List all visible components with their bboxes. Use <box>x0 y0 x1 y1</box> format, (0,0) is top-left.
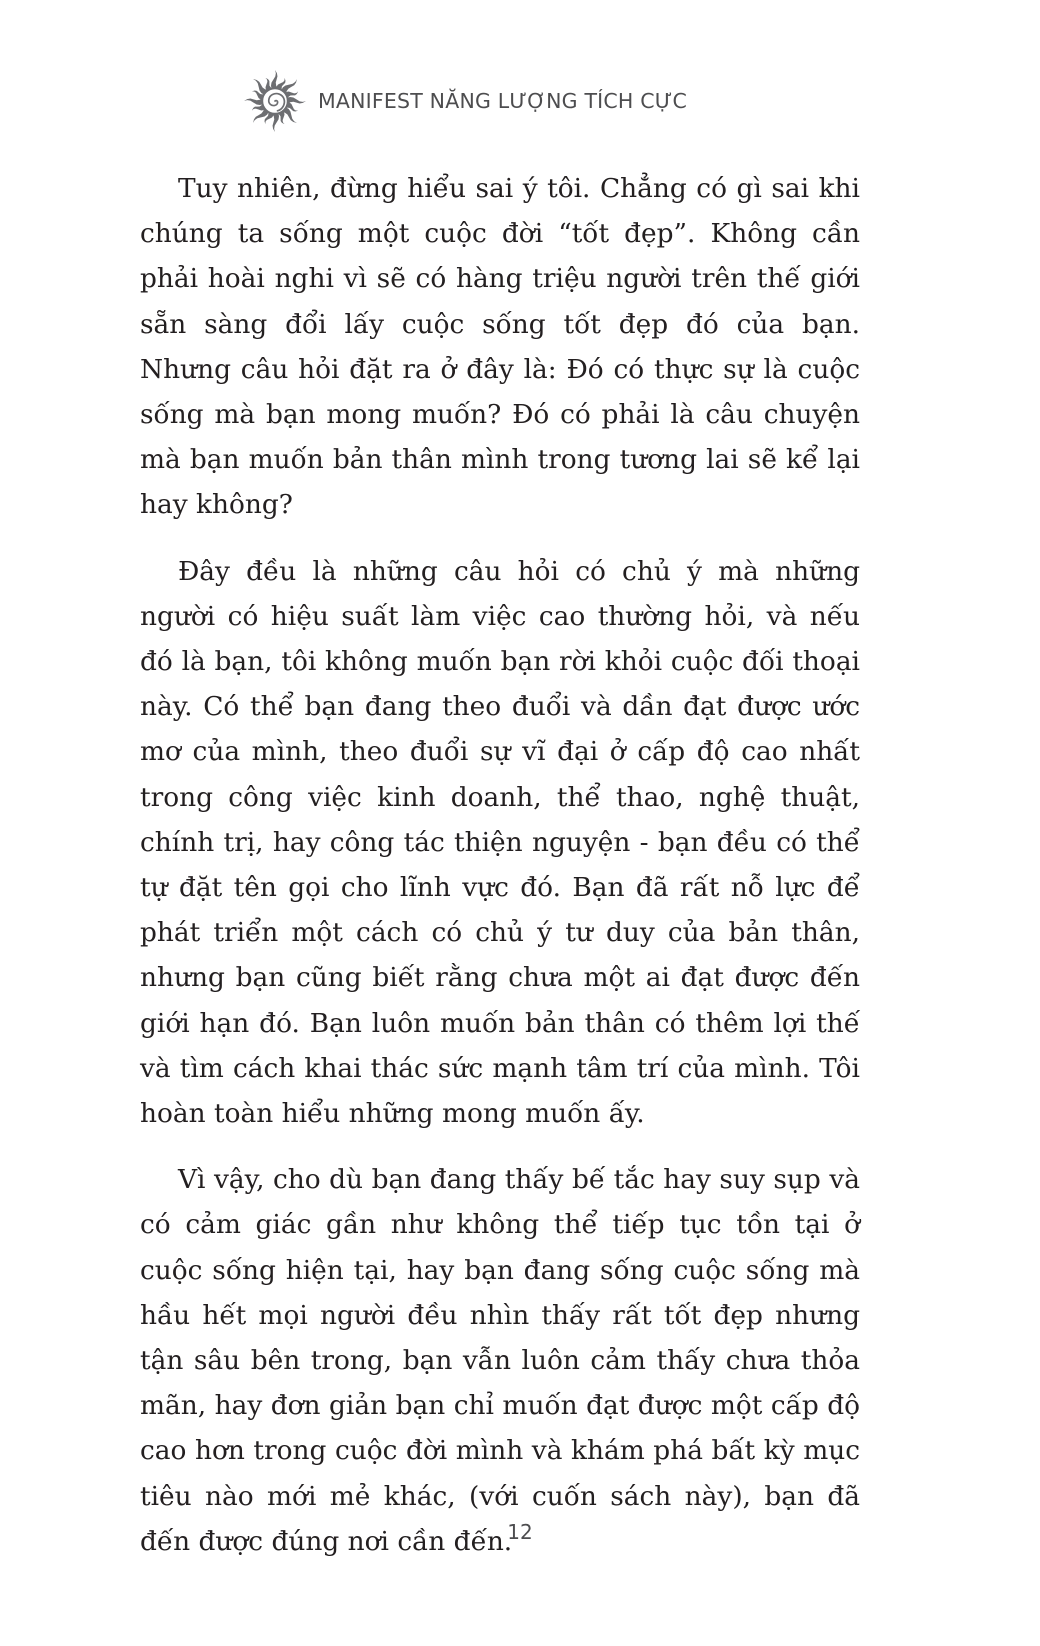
paragraph: Tuy nhiên, đừng hiểu sai ý tôi. Chẳng có gì sai khi chúng ta sống một cuộc đời “tốt đẹp”. Không cần phải hoài nghi vì sẽ có hàng triệu người trên thế giới sẵn sàng đổi lấy cuộc sống tốt đẹp đó của bạn. Nhưng câu hỏi đặt ra ở đây là: Đó có thực sự là cuộc sống mà bạn mong muốn? Đó có phải là câu chuyện mà bạn muốn bản thân mình trong tương lai sẽ kể lại hay không? <box>140 173 860 521</box>
paragraph: Đây đều là những câu hỏi có chủ ý mà những người có hiệu suất làm việc cao thường hỏi, và nếu đó là bạn, tôi không muốn bạn rời khỏi cuộc đối thoại này. Có thể bạn đang theo đuổi và dần đạt được ước mơ của mình, theo đuổi sự vĩ đại ở cấp độ cao nhất trong công việc kinh doanh, thể thao, nghệ thuật, chính trị, hay công tác thiện nguyện - bạn đều có thể tự đặt tên gọi cho lĩnh vực đó. Bạn đã rất nỗ lực để phát triển một cách có chủ ý tư duy của bản thân, nhưng bạn cũng biết rằng chưa một ai đạt được đến giới hạn đó. Bạn luôn muốn bản thân có thêm lợi thế và tìm cách khai thác sức mạnh tâm trí của mình. Tôi hoàn toàn hiểu những mong muốn ấy. <box>140 555 860 1130</box>
body-text <box>140 166 860 1564</box>
page-number: 12 <box>507 1520 533 1544</box>
running-header <box>240 66 687 136</box>
paragraph: Vì vậy, cho dù bạn đang thấy bế tắc hay suy sụp và có cảm giác gần như không thể tiếp tục tồn tại ở cuộc sống hiện tại, hay bạn đang sống cuộc sống mà hầu hết mọi người đều nhìn thấy rất tốt đẹp nhưng tận sâu bên trong, bạn vẫn luôn cảm thấy chưa thỏa mãn, hay đơn giản bạn chỉ muốn đạt được một cấp độ cao hơn trong cuộc đời mình và khám phá bất kỳ mục tiêu nào mới mẻ khác, (với cuốn sách này), bạn đã đến được đúng nơi cần đến. <box>140 1164 860 1557</box>
running-header-title: MANIFEST NĂNG LƯỢNG TÍCH CỰC <box>318 89 688 113</box>
sun-spiral-icon <box>240 66 310 136</box>
